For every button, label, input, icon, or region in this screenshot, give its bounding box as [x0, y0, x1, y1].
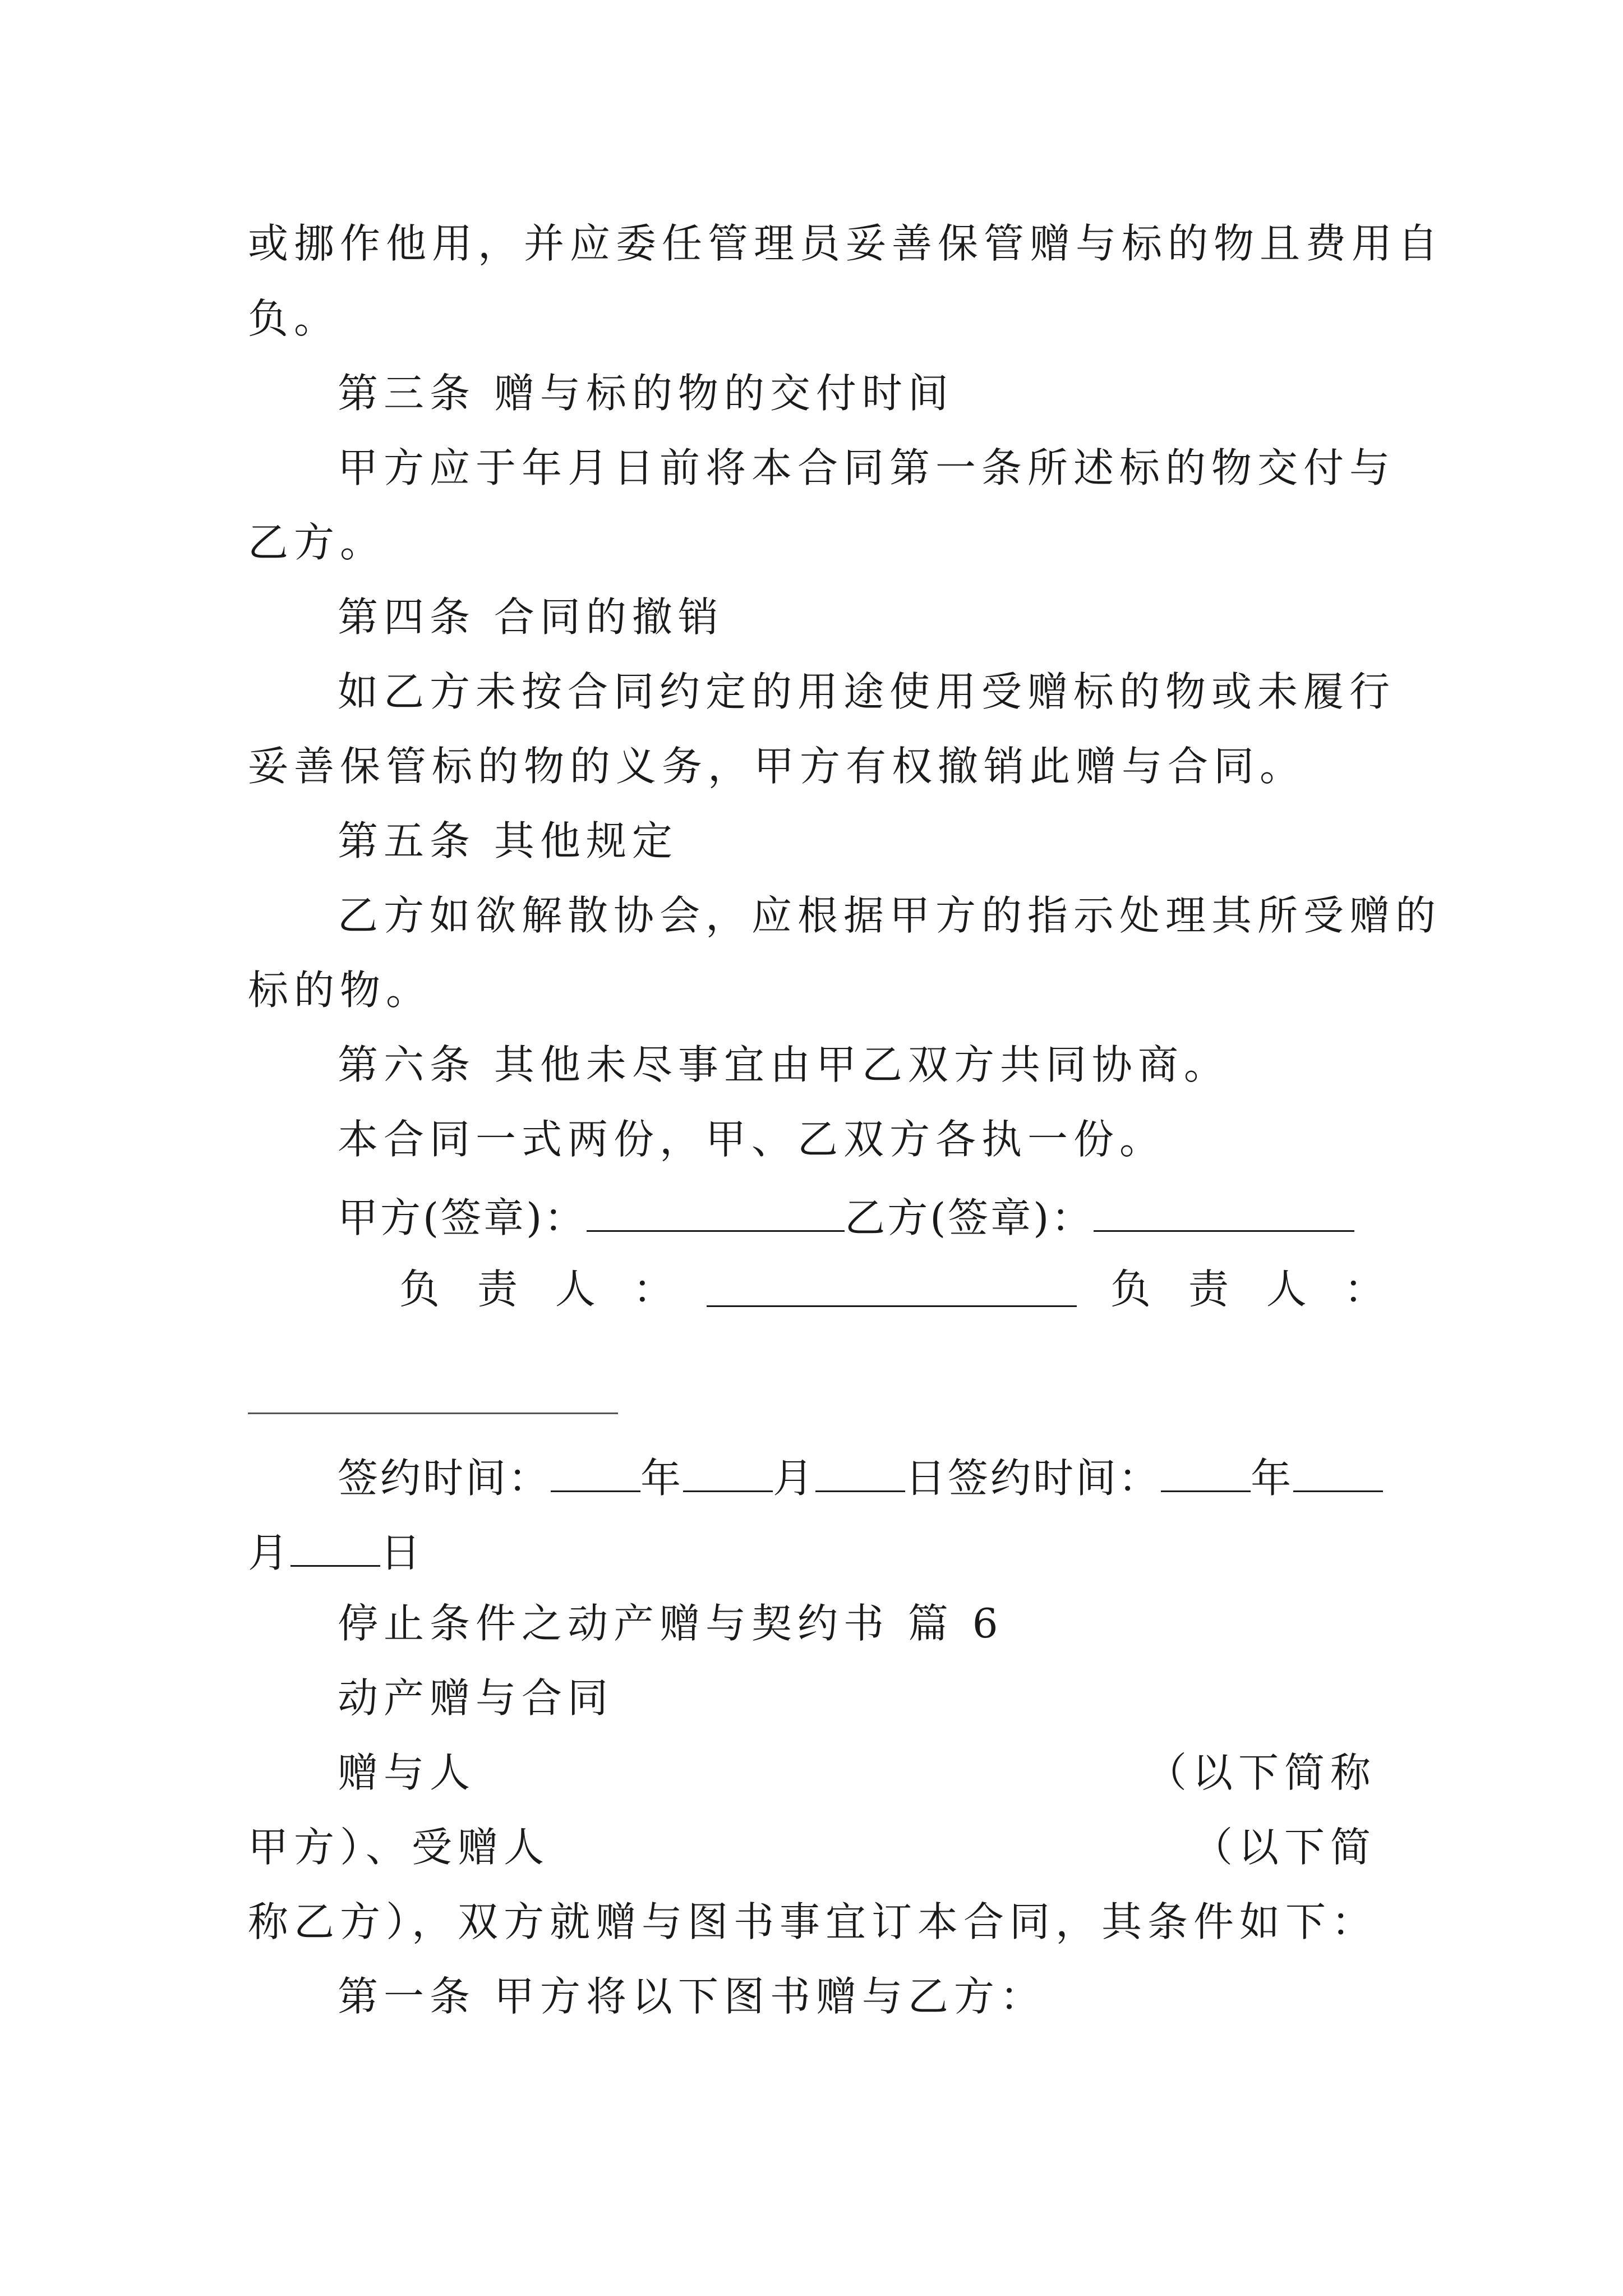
- article-heading: 第一条 甲方将以下图书赠与乙方：: [338, 1973, 1046, 2020]
- article-heading: 第六条 其他未尽事宜由甲乙双方共同协商。: [338, 1041, 1230, 1088]
- text-line: 或挪作他用，并应委任管理员妥善保管赠与标的物且费用自: [248, 220, 1444, 267]
- text-line: 负。: [248, 295, 340, 342]
- article-heading: 第三条 赠与标的物的交付时间: [338, 370, 954, 417]
- date-label-a: 签约时间：: [338, 1454, 551, 1502]
- section-title: 停止条件之动产赠与契约书 篇 6: [338, 1600, 1004, 1647]
- party-a-sign-blank: [587, 1194, 845, 1232]
- article-heading: 第四条 合同的撤销: [338, 593, 724, 641]
- party-a-sign-label: 甲方(签章)：: [338, 1194, 587, 1241]
- donor-label: 赠与人: [338, 1749, 476, 1796]
- year-label: 年: [1251, 1454, 1294, 1502]
- year-blank: [1161, 1454, 1251, 1492]
- year-blank: [551, 1454, 640, 1492]
- date-row-cont: [248, 1529, 1376, 1576]
- day-blank: [291, 1529, 380, 1567]
- donee-row: [248, 1824, 1376, 1871]
- donee-abbrev: （以下简: [1192, 1824, 1376, 1871]
- month-blank: [1293, 1454, 1383, 1492]
- date-row: [338, 1454, 1376, 1502]
- party-a-responsible-label: 负 责 人 ：: [399, 1266, 686, 1313]
- text-line: 乙方如欲解散协会，应根据甲方的指示处理其所受赠的: [338, 892, 1442, 939]
- day-blank: [815, 1454, 905, 1492]
- party-b-sign-blank: [1094, 1194, 1354, 1232]
- party-b-sign-label: 乙方(签章)：: [845, 1194, 1094, 1241]
- donee-label: 甲方）、受赠人: [248, 1824, 550, 1871]
- party-b-responsible-blank: [248, 1412, 618, 1414]
- year-label: 年: [640, 1454, 684, 1502]
- text-line: 乙方。: [248, 519, 386, 566]
- text-line: 妥善保管标的物的义务，甲方有权撤销此赠与合同。: [248, 743, 1306, 790]
- day-label: 日: [380, 1529, 423, 1576]
- text-line: 标的物。: [248, 967, 432, 1014]
- text-line: 称乙方），双方就赠与图书事宜订本合同，其条件如下：: [248, 1898, 1378, 1945]
- responsible-row: [399, 1266, 1397, 1313]
- text-line: 甲方应于年月日前将本合同第一条所述标的物交付与: [338, 444, 1396, 491]
- month-label: 月: [773, 1454, 816, 1502]
- text-line: 如乙方未按合同约定的用途使用受赠标的物或未履行: [338, 668, 1396, 715]
- text-line: 本合同一式两份，甲、乙双方各执一份。: [338, 1116, 1166, 1163]
- donor-abbrev: （以下简称: [1146, 1749, 1376, 1796]
- party-b-responsible-label: 负 责 人 ：: [1110, 1266, 1397, 1313]
- month-blank: [683, 1454, 773, 1492]
- article-heading: 第五条 其他规定: [338, 817, 678, 864]
- party-a-responsible-blank: [707, 1269, 1077, 1307]
- date-label-b: 日签约时间：: [905, 1454, 1161, 1502]
- contract-title: 动产赠与合同: [338, 1674, 614, 1722]
- donor-row: [338, 1749, 1376, 1796]
- signature-row: [338, 1194, 1376, 1241]
- month-label: 月: [248, 1529, 291, 1576]
